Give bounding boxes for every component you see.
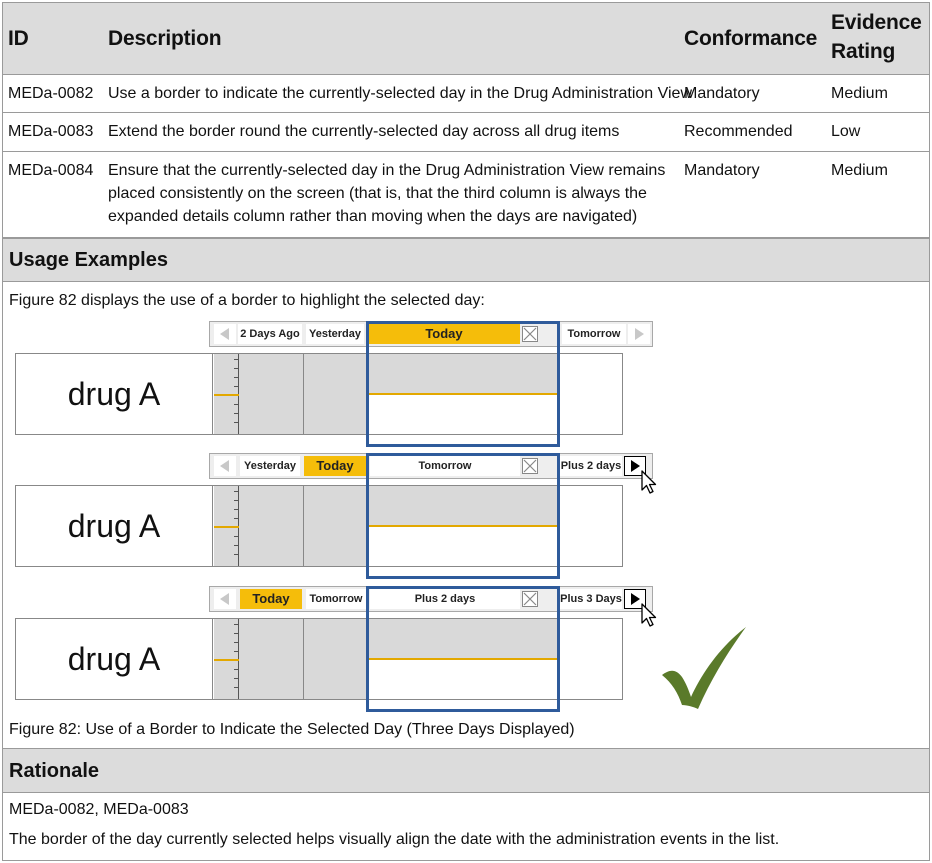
rationale-refs: MEDa-0082, MEDa-0083: [9, 801, 189, 818]
drug-name: drug A: [16, 354, 213, 434]
day-tab[interactable]: Tomorrow: [562, 324, 626, 344]
row-description: Extend the border round the currently-selected day across all drug items: [108, 123, 620, 140]
usage-intro: Figure 82 displays the use of a border to highlight the selected day:: [9, 292, 485, 309]
right-arrow-icon[interactable]: [628, 324, 650, 344]
day-tab[interactable]: Plus 2 days: [370, 589, 520, 609]
drug-name: drug A: [16, 619, 213, 699]
mouse-pointer-icon: [640, 470, 658, 496]
row-id: MEDa-0082: [8, 85, 94, 102]
left-arrow-icon[interactable]: [214, 456, 236, 476]
row-description-line: expanded details column rather than moving when the days are navigated): [108, 208, 638, 225]
selected-day-border: [366, 453, 560, 579]
header-conformance: Conformance: [684, 27, 818, 50]
day-tab-selected[interactable]: Today: [304, 456, 366, 476]
row-evidence: Medium: [831, 162, 888, 179]
selected-day-border: [366, 586, 560, 712]
row-conformance: Mandatory: [684, 85, 760, 102]
rationale-text: The border of the day currently selected helps visually align the date with the administration events in the list.: [9, 831, 780, 848]
mouse-pointer-icon: [640, 603, 658, 629]
day-tab[interactable]: Plus 3 Days: [560, 589, 622, 609]
selected-day-border: [366, 321, 560, 447]
table-row: [3, 152, 929, 238]
left-arrow-icon[interactable]: [214, 324, 236, 344]
row-conformance: Mandatory: [684, 162, 760, 179]
header-description: Description: [108, 27, 222, 50]
table-row: [3, 75, 929, 113]
checkmark-icon: [660, 625, 750, 711]
rationale-heading: [3, 748, 929, 793]
table-header: [3, 3, 929, 75]
table-row: [3, 113, 929, 152]
row-id: MEDa-0083: [8, 123, 94, 140]
row-conformance: Recommended: [684, 123, 793, 140]
row-description-line: Ensure that the currently-selected day in the Drug Administration View remains: [108, 162, 666, 179]
row-evidence: Medium: [831, 85, 888, 102]
day-tab[interactable]: Tomorrow: [306, 589, 366, 609]
header-id: ID: [8, 27, 29, 50]
row-description: Use a border to indicate the currently-selected day in the Drug Administration View: [108, 85, 693, 102]
day-tab[interactable]: Yesterday: [306, 324, 364, 344]
row-id: MEDa-0084: [8, 162, 94, 179]
figure-caption: Figure 82: Use of a Border to Indicate the Selected Day (Three Days Displayed): [9, 721, 575, 738]
header-evidence-line2: Rating: [831, 40, 896, 63]
left-arrow-icon[interactable]: [214, 589, 236, 609]
day-tab[interactable]: Yesterday: [240, 456, 300, 476]
day-tab[interactable]: Tomorrow: [370, 456, 520, 476]
header-evidence-line1: Evidence: [831, 11, 922, 34]
rationale-heading-text: Rationale: [9, 760, 100, 782]
usage-heading-text: Usage Examples: [9, 249, 168, 271]
day-tab[interactable]: Plus 2 days: [560, 456, 622, 476]
row-evidence: Low: [831, 123, 861, 140]
drug-name: drug A: [16, 486, 213, 566]
day-tab-selected[interactable]: Today: [240, 589, 302, 609]
day-tab[interactable]: 2 Days Ago: [238, 324, 302, 344]
day-tab-selected[interactable]: Today: [368, 324, 520, 344]
row-description-line: placed consistently on the screen (that is, that the third column is always the: [108, 185, 647, 202]
usage-examples-heading: [3, 238, 929, 282]
